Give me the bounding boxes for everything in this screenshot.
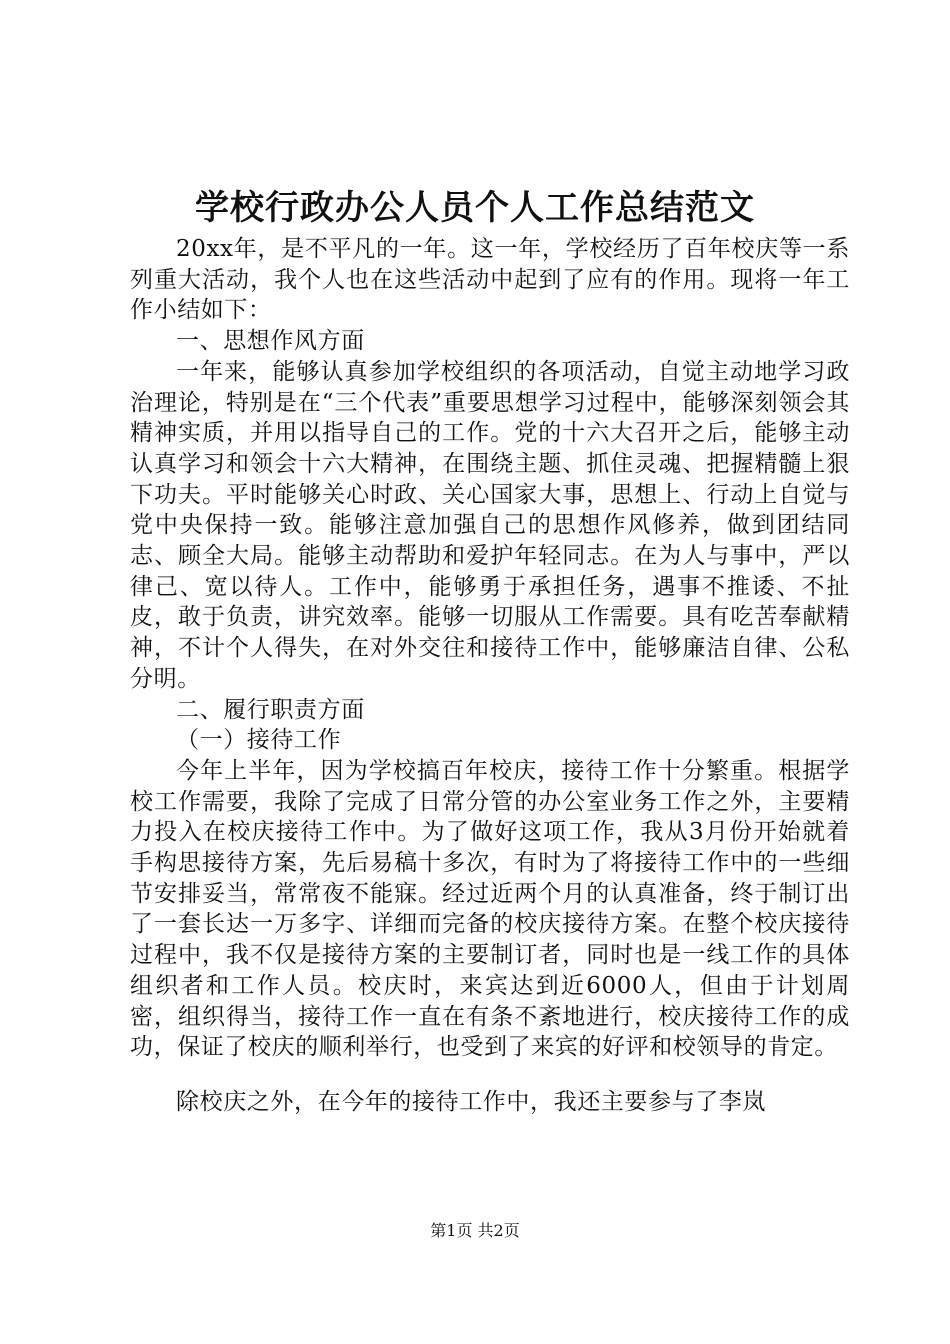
section-heading-duties: 二、履行职责方面 bbox=[176, 696, 365, 723]
page-number-footer: 第1页 共2页 bbox=[430, 1221, 520, 1240]
document-title: 学校行政办公人员个人工作总结范文 bbox=[195, 188, 755, 228]
paragraph-intro: 20xx年，是不平凡的一年。这一年，学校经历了百年校庆等一系列重大活动，我个人也在这些活动中起到了应有的作用。现将一年工作小结如下： bbox=[130, 236, 850, 324]
paragraph-reception-continued: 除校庆之外，在今年的接待工作中，我还主要参与了李岚 bbox=[176, 1088, 766, 1115]
paragraph-thought: 一年来，能够认真参加学校组织的各项活动，自觉主动地学习政治理论，特别是在“三个代表”重要思想学习过程中，能够深刻领会其精神实质，并用以指导自己的工作。党的十六大召开之后，能够主动认真学习和领会十六大精神，在围绕主题、抓住灵魂、把握精髓上狠下功夫。平时能够关心时政、关心国家大事，思想上、行动上自觉与党中央保持一致。能够注意加强自己的思想作风修养，做到团结同志、顾全大局。能够主动帮助和爱护年轻同志。在为人与事中，严以律己、宽以待人。工作中，能够勇于承担任务，遇事不推诿、不扯皮，敢于负责，讲究效率。能够一切服从工作需要。具有吃苦奉献精神，不计个人得失，在对外交往和接待工作中，能够廉洁自律、公私分明。 bbox=[130, 358, 850, 692]
section-heading-thought: 一、思想作风方面 bbox=[176, 328, 365, 355]
paragraph-reception: 今年上半年，因为学校搞百年校庆，接待工作十分繁重。根据学校工作需要，我除了完成了日常分管的办公室业务工作之外，主要精力投入在校庆接待工作中。为了做好这项工作，我从3月份开始就着手构思接待方案，先后易稿十多次，有时为了将接待工作中的一些细节安排妥当，常常夜不能寐。经过近两个月的认真准备，终于制订出了一套长达一万多字、详细而完备的校庆接待方案。在整个校庆接待过程中，我不仅是接待方案的主要制订者，同时也是一线工作的具体组织者和工作人员。校庆时，来宾达到近6000人，但由于计划周密，组织得当，接待工作一直在有条不紊地进行，校庆接待工作的成功，保证了校庆的顺利举行，也受到了来宾的好评和校领导的肯定。 bbox=[130, 757, 850, 1061]
subsection-heading-reception: （一）接待工作 bbox=[176, 727, 342, 754]
document-body bbox=[130, 234, 850, 1118]
